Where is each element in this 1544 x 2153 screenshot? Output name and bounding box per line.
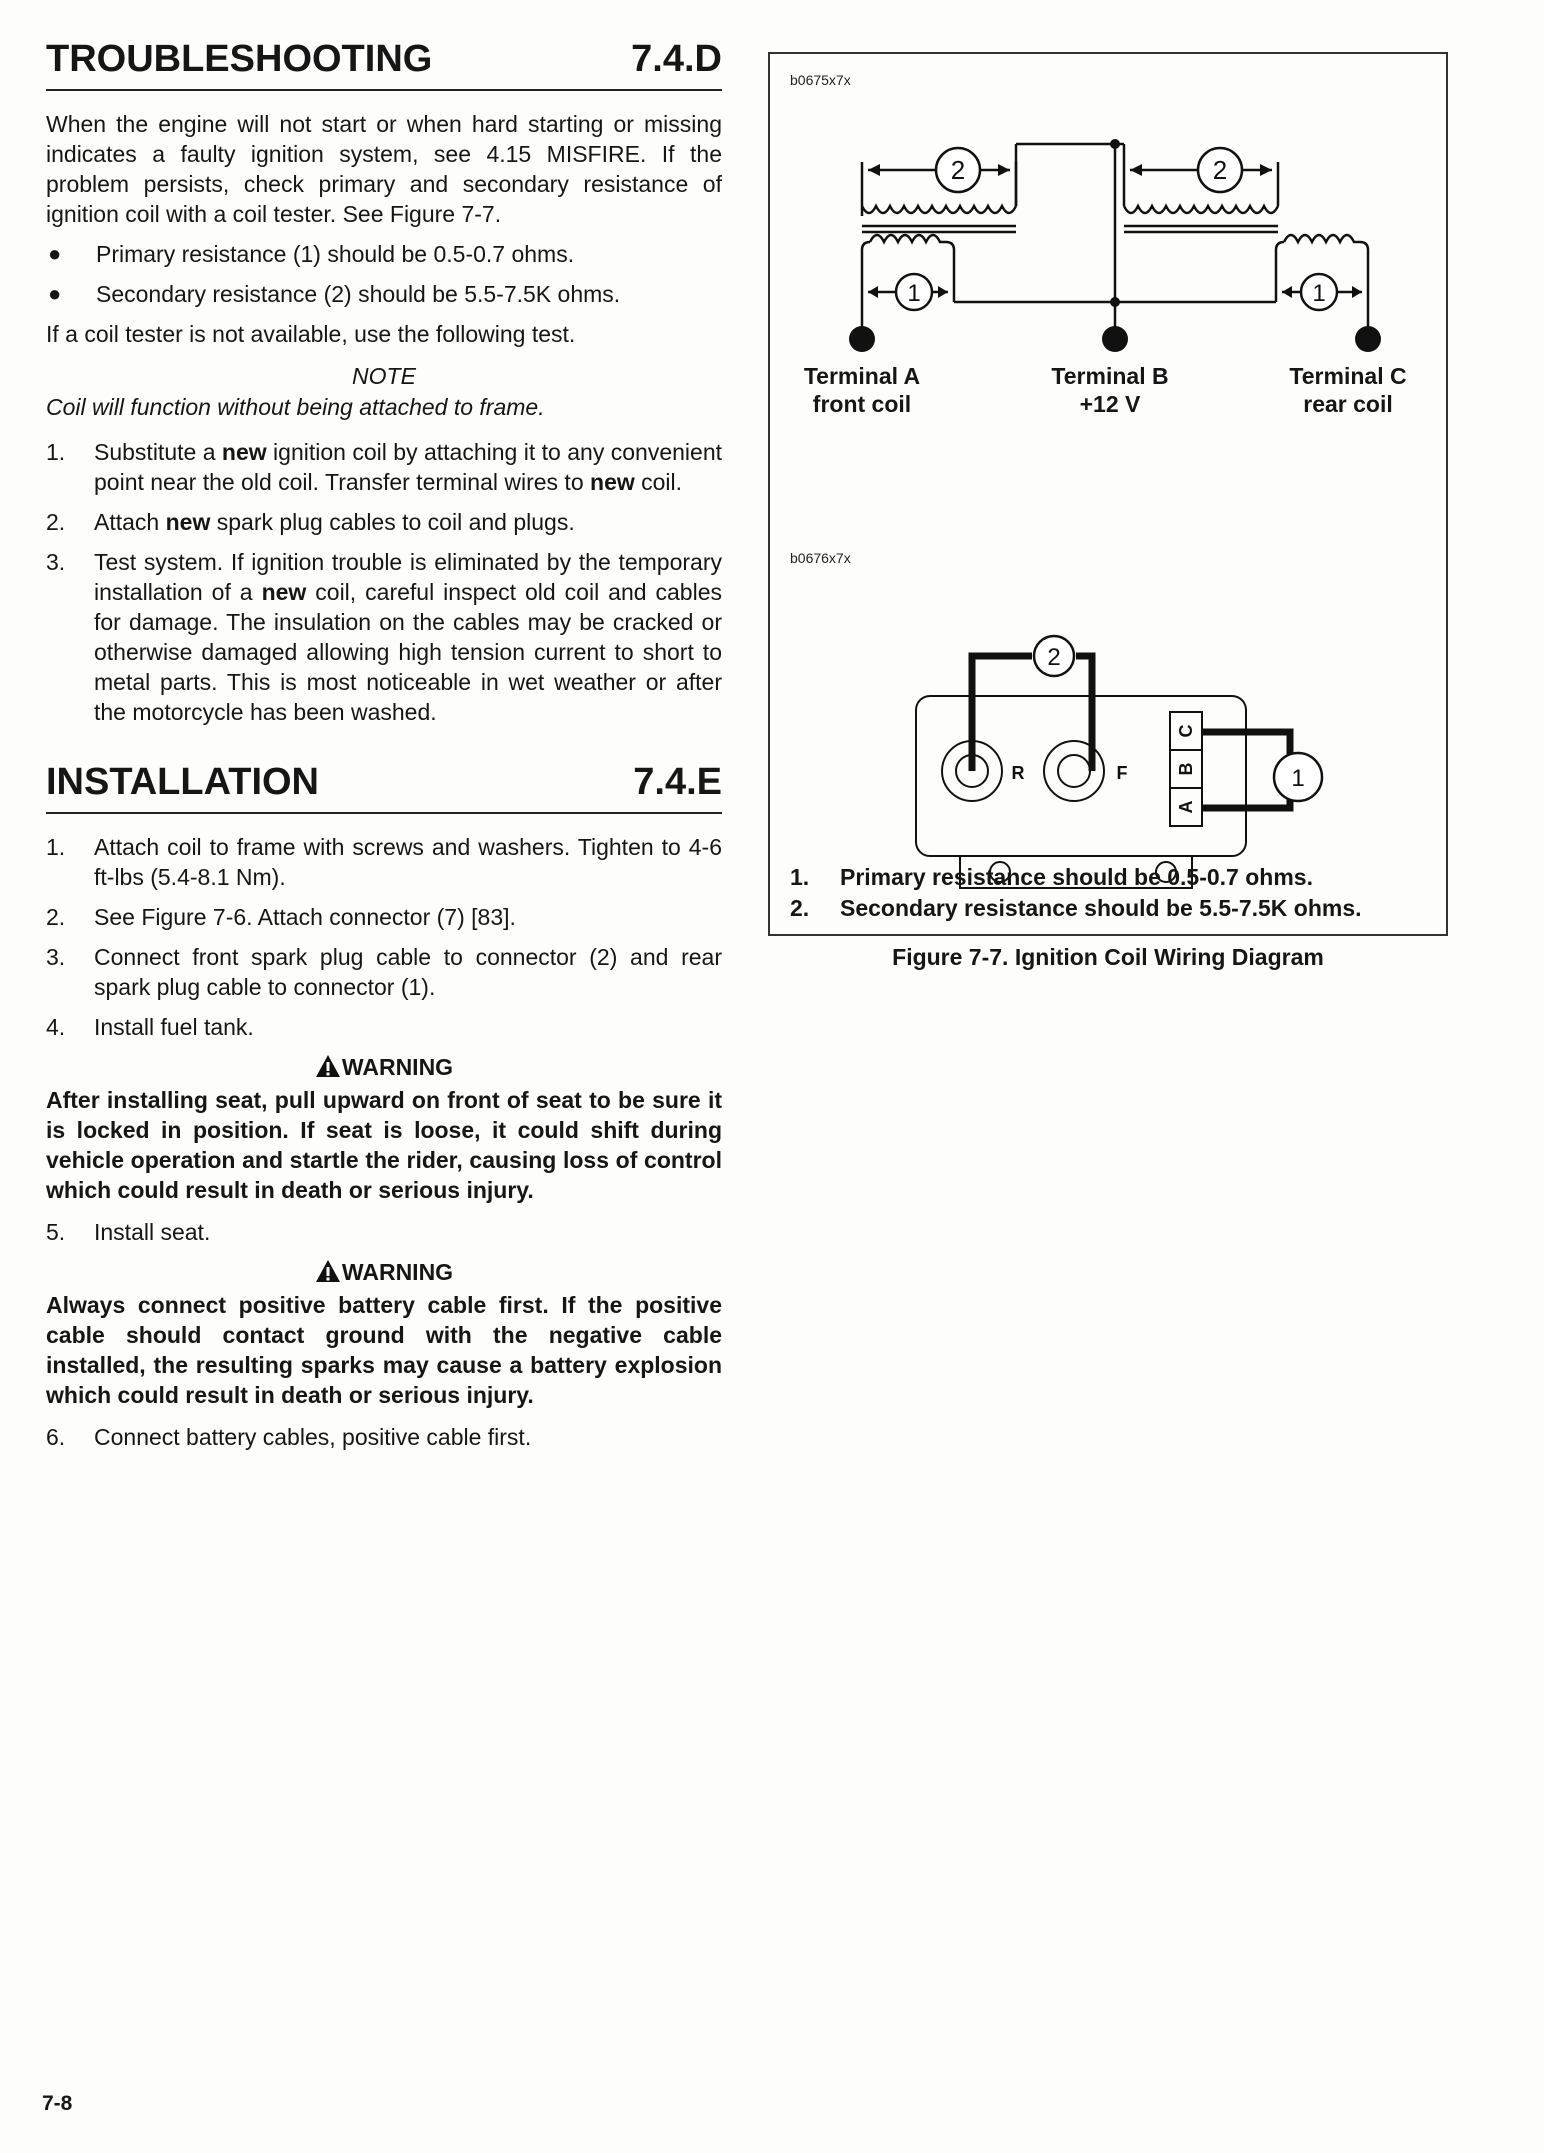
step-text: See Figure 7-6. Attach connector (7) [83]. [94,904,516,930]
install-step [46,1012,722,1042]
connector-pin-label: B [1176,762,1196,776]
legend-item: 2. Secondary resistance should be 5.5-7.5K ohms. [790,895,1362,921]
primary-label: 1 [1312,280,1326,307]
warning-text: Always connect positive battery cable first. If the positive cable should contact ground with the negative cable installed, the resulting sparks may cause a battery explosion which could result in death or serious injury. [46,1292,722,1408]
legend-item: 1. Primary resistance should be 0.5-0.7 ohms. [790,864,1313,890]
terminal-b-label: Terminal B +12 V [1051,363,1169,417]
no-tester-text: If a coil tester is not available, use the following test. [46,321,576,347]
step-number: 3. [46,944,66,970]
step-number: 2. [46,509,66,535]
installation-header [46,761,722,814]
section-number: 7.4.E [633,761,722,803]
step-number: 4. [46,1014,66,1040]
connector-pin-label: A [1176,800,1196,814]
bullet-icon: ● [48,241,62,266]
secondary-label: 2 [1047,644,1061,671]
plug-f-label: F [1116,763,1128,783]
bullet-item [46,279,722,309]
install-step [46,942,722,1002]
page-number: 7-8 [42,2092,73,2115]
primary-label: 1 [1291,765,1305,792]
plug-r-label: R [1011,763,1025,783]
step-text: Connect battery cables, positive cable first. [94,1424,532,1450]
step-text: Attach new spark plug cables to coil and plugs. [94,509,575,535]
bullet-text: Secondary resistance (2) should be 5.5-7.5K ohms. [96,281,621,307]
bullet-icon: ● [48,281,62,306]
figure-code: b0676x7x [790,550,851,566]
step-number: 1. [46,439,66,465]
coil-schematic [770,54,1446,414]
secondary-label: 2 [1212,155,1228,185]
section-title: TROUBLESHOOTING [46,38,433,80]
figure-box [768,52,1448,936]
step-text: Connect front spark plug cable to connector (2) and rear spark plug cable to connector (1). [94,944,722,1000]
step-text: Attach coil to frame with screws and washers. Tighten to 4-6 ft-lbs (5.4-8.1 Nm). [94,834,722,890]
terminal-c-label: Terminal C rear coil [1289,363,1407,417]
step-text: Install fuel tank. [94,1014,254,1040]
install-step [46,1217,722,1247]
install-step [46,832,722,892]
primary-label: 1 [907,280,921,307]
section-number: 7.4.D [631,38,722,80]
warning-title: WARNING [46,1054,722,1081]
warning-triangle-icon [315,1054,341,1078]
coil-body-diagram [770,574,1446,894]
install-step [46,902,722,932]
note-text: Coil will function without being attached to frame. [46,394,545,420]
figure-code: b0675x7x [790,72,851,88]
test-step [46,437,722,497]
warning-triangle-icon [315,1259,341,1283]
secondary-label: 2 [950,155,966,185]
note-title: NOTE [352,363,416,389]
text-column [46,38,722,1462]
bullet-item [46,239,722,269]
step-text: Test system. If ignition trouble is eliminated by the temporary installation of a new coil, careful inspect old coil and cables for damage. The insulation on the cables may be cracked or otherwise damaged allowing high tension current to short to metal parts. This is most noticeable in wet weather or after the motorcycle has been washed. [94,549,722,725]
step-text: Substitute a new ignition coil by attaching it to any convenient point near the old coil. Transfer terminal wires to new coil. [94,439,722,495]
warning-title: WARNING [46,1259,722,1286]
section-title: INSTALLATION [46,761,319,803]
step-number: 3. [46,549,66,575]
terminal-a-label: Terminal A front coil [803,363,921,417]
bullet-text: Primary resistance (1) should be 0.5-0.7 ohms. [96,241,575,267]
troubleshooting-header [46,38,722,91]
step-number: 1. [46,834,66,860]
step-number: 6. [46,1424,66,1450]
install-step [46,1422,722,1452]
connector-pin-label: C [1176,724,1196,738]
test-step [46,507,722,537]
figure-caption: Figure 7-7. Ignition Coil Wiring Diagram [892,944,1324,970]
warning-text: After installing seat, pull upward on front of seat to be sure it is locked in position. If seat is loose, it could shift during vehicle operation and startle the rider, causing loss of control which could result in death or serious injury. [46,1087,722,1203]
step-number: 5. [46,1219,66,1245]
step-text: Install seat. [94,1219,211,1245]
intro-paragraph: When the engine will not start or when hard starting or missing indicates a faulty ignition system, see 4.15 MISFIRE. If the problem persists, check primary and secondary resistance of ignition coil with a coil tester. See Figure 7-7. [46,111,722,227]
test-step [46,547,722,727]
step-number: 2. [46,904,66,930]
